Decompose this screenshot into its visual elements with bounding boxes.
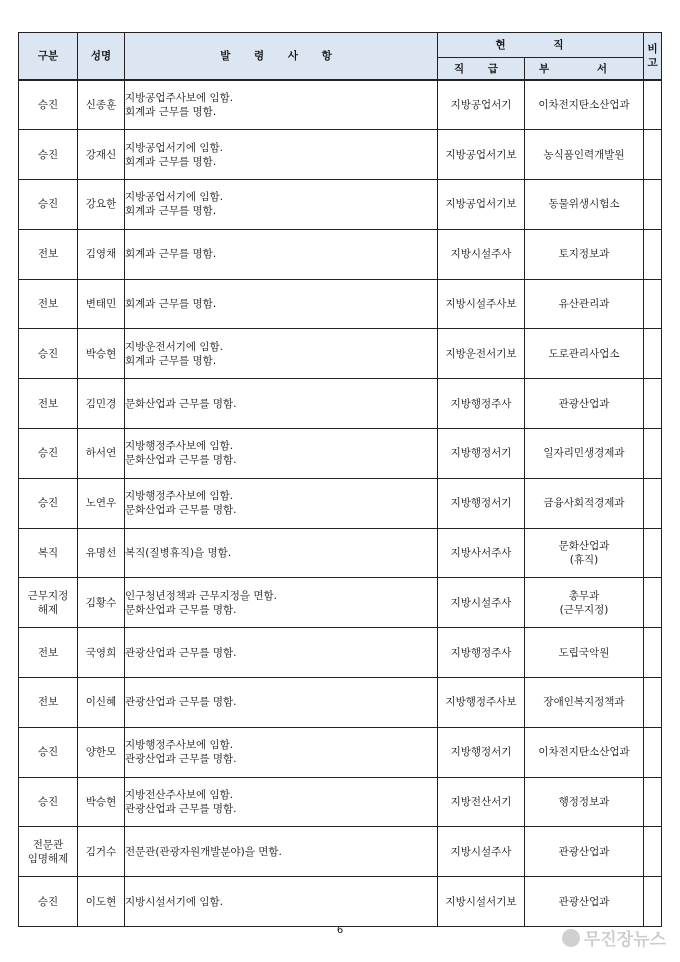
cell-order-line: 회계과 근무를 명함.: [125, 106, 217, 119]
cell-order-line: 회계과 근무를 명함.: [125, 354, 217, 367]
watermark-logo-icon: [562, 929, 580, 947]
cell-order-line: 지방전산주사보에 임함.: [125, 789, 234, 802]
cell-category-line: 해제: [37, 603, 59, 616]
table-row: [19, 329, 662, 379]
cell-order: [125, 379, 438, 429]
table-row: [19, 528, 662, 578]
cell-rank: 지방행정주사: [438, 379, 525, 429]
cell-remark: [644, 329, 662, 379]
cell-dept-line: 도립국악원: [558, 646, 610, 659]
cell-dept: [525, 130, 644, 180]
cell-dept: [525, 80, 644, 130]
cell-remark: [644, 528, 662, 578]
table-row: [19, 727, 662, 777]
table-row: [19, 379, 662, 429]
cell-dept: [525, 180, 644, 230]
cell-order: [125, 528, 438, 578]
cell-category: 승진: [19, 777, 78, 827]
cell-rank: 지방시설주사보: [438, 279, 525, 329]
cell-category: 복직: [19, 528, 78, 578]
cell-category: 전보: [19, 279, 78, 329]
cell-remark: [644, 130, 662, 180]
cell-rank: 지방행정주사: [438, 628, 525, 678]
cell-remark: [644, 478, 662, 528]
cell-dept: [525, 478, 644, 528]
cell-name: 박승현: [78, 777, 125, 827]
cell-remark: [644, 578, 662, 628]
watermark: [562, 925, 666, 950]
table-row: [19, 429, 662, 479]
table-body: [19, 80, 662, 927]
cell-dept-line: 행정정보과: [558, 796, 610, 809]
table-row: [19, 80, 662, 130]
cell-dept-line: (근무지정): [559, 603, 609, 616]
cell-rank: 지방공업서기보: [438, 130, 525, 180]
cell-dept-line: 도로관리사업소: [548, 347, 620, 360]
cell-name: 김거수: [78, 827, 125, 877]
cell-order-line: 지방행정주사보에 임함.: [125, 739, 234, 752]
cell-order: [125, 877, 438, 927]
cell-rank: 지방운전서기보: [438, 329, 525, 379]
cell-category: 승진: [19, 877, 78, 927]
cell-remark: [644, 429, 662, 479]
table-row: [19, 279, 662, 329]
cell-category: 승진: [19, 80, 78, 130]
cell-order-line: 지방공업서기에 임함.: [125, 191, 223, 204]
cell-dept: [525, 827, 644, 877]
cell-dept-line: 관광산업과: [558, 895, 610, 908]
cell-name: 신종훈: [78, 80, 125, 130]
cell-dept: [525, 329, 644, 379]
cell-order-line: 인구청년정책과 근무지정을 면함.: [125, 589, 278, 602]
table-row: [19, 827, 662, 877]
cell-order: [125, 279, 438, 329]
cell-order-line: 지방공업주사보에 임함.: [125, 92, 234, 105]
cell-rank: 지방시설주사: [438, 827, 525, 877]
cell-order-line: 지방운전서기에 임함.: [125, 340, 223, 353]
cell-order: [125, 578, 438, 628]
cell-category-line: 임명해제: [27, 852, 69, 865]
cell-order: [125, 478, 438, 528]
cell-dept: [525, 229, 644, 279]
cell-order-line: 회계과 근무를 명함.: [125, 155, 217, 168]
cell-category: [19, 578, 78, 628]
cell-order-line: 지방시설서기에 임함.: [125, 895, 223, 908]
cell-dept-line: 토지정보과: [558, 248, 610, 261]
cell-dept-line: 문화산업과: [558, 540, 610, 553]
header-current: 현 직: [438, 33, 644, 58]
cell-rank: 지방시설주사: [438, 578, 525, 628]
cell-name: 박승현: [78, 329, 125, 379]
cell-order-line: 복직(질병휴직)을 명함.: [125, 547, 232, 560]
cell-dept-line: 유산관리과: [558, 298, 610, 311]
table-row: [19, 229, 662, 279]
cell-order-line: 회계과 근무를 명함.: [125, 248, 217, 261]
table-row: [19, 628, 662, 678]
cell-remark: [644, 777, 662, 827]
cell-name: 김민경: [78, 379, 125, 429]
cell-category: 전보: [19, 379, 78, 429]
cell-order: [125, 329, 438, 379]
table-row: [19, 678, 662, 728]
cell-order-line: 관광산업과 근무를 명함.: [125, 696, 237, 709]
cell-dept: [525, 727, 644, 777]
cell-remark: [644, 727, 662, 777]
cell-dept-line: 금융사회적경제과: [543, 497, 625, 510]
cell-order-line: 문화산업과 근무를 명함.: [125, 504, 237, 517]
cell-dept: [525, 678, 644, 728]
cell-remark: [644, 678, 662, 728]
cell-dept-line: 이차전지탄소산업과: [538, 99, 630, 112]
header-name: 성명: [78, 33, 125, 81]
cell-rank: 지방공업서기보: [438, 180, 525, 230]
cell-name: 유명선: [78, 528, 125, 578]
cell-category: 승진: [19, 180, 78, 230]
cell-remark: [644, 180, 662, 230]
cell-order: [125, 827, 438, 877]
cell-order-line: 회계과 근무를 명함.: [125, 298, 217, 311]
header-dept: 부 서: [525, 58, 644, 81]
cell-remark: [644, 229, 662, 279]
cell-order: [125, 727, 438, 777]
cell-order: [125, 130, 438, 180]
cell-name: 양한모: [78, 727, 125, 777]
cell-dept: [525, 628, 644, 678]
cell-remark: [644, 279, 662, 329]
cell-category: 승진: [19, 130, 78, 180]
table-row: [19, 877, 662, 927]
cell-name: 변태민: [78, 279, 125, 329]
cell-order-line: 지방행정주사보에 임함.: [125, 440, 234, 453]
cell-order: [125, 429, 438, 479]
cell-name: 하서연: [78, 429, 125, 479]
cell-dept-line: 일자리민생경제과: [543, 447, 625, 460]
cell-rank: 지방공업서기: [438, 80, 525, 130]
cell-rank: 지방행정서기: [438, 478, 525, 528]
cell-rank: 지방시설서기보: [438, 877, 525, 927]
cell-rank: 지방사서주사: [438, 528, 525, 578]
cell-order-line: 관광산업과 근무를 명함.: [125, 646, 237, 659]
cell-name: 강재신: [78, 130, 125, 180]
cell-dept: [525, 877, 644, 927]
cell-dept: [525, 777, 644, 827]
cell-remark: [644, 80, 662, 130]
cell-order-line: 문화산업과 근무를 명함.: [125, 397, 237, 410]
cell-order: [125, 80, 438, 130]
cell-dept-line: 관광산업과: [558, 845, 610, 858]
cell-name: 김영채: [78, 229, 125, 279]
cell-category: 전보: [19, 628, 78, 678]
cell-dept-line: 이차전지탄소산업과: [538, 746, 630, 759]
cell-rank: 지방시설주사: [438, 229, 525, 279]
cell-category: 승진: [19, 329, 78, 379]
cell-order-line: 지방공업서기에 임함.: [125, 141, 223, 154]
table-row: [19, 130, 662, 180]
cell-order-line: 전문관(관광자원개발분야)을 면함.: [125, 845, 282, 858]
cell-name: 국영희: [78, 628, 125, 678]
cell-name: 김황수: [78, 578, 125, 628]
cell-category: 승진: [19, 727, 78, 777]
cell-order-line: 문화산업과 근무를 명함.: [125, 454, 237, 467]
header-category: 구분: [19, 33, 78, 81]
cell-category-line: 전문관: [32, 838, 64, 851]
cell-rank: 지방전산서기: [438, 777, 525, 827]
cell-dept: [525, 279, 644, 329]
cell-rank: 지방행정서기: [438, 727, 525, 777]
cell-remark: [644, 877, 662, 927]
cell-category: 승진: [19, 478, 78, 528]
cell-rank: 지방행정서기: [438, 429, 525, 479]
cell-name: 이신혜: [78, 678, 125, 728]
cell-name: 노연우: [78, 478, 125, 528]
cell-order: [125, 628, 438, 678]
cell-remark: [644, 628, 662, 678]
cell-remark: [644, 827, 662, 877]
cell-dept-line: 동물위생시험소: [548, 198, 620, 211]
cell-dept: [525, 578, 644, 628]
cell-category: 전보: [19, 678, 78, 728]
table-row: [19, 578, 662, 628]
cell-dept-line: 장애인복지정책과: [543, 696, 625, 709]
cell-category-line: 근무지정: [27, 589, 69, 602]
page-number: 6: [336, 925, 344, 936]
cell-order: [125, 678, 438, 728]
cell-dept: [525, 528, 644, 578]
cell-name: 이도현: [78, 877, 125, 927]
cell-category: 전보: [19, 229, 78, 279]
cell-dept: [525, 379, 644, 429]
cell-rank: 지방행정주사보: [438, 678, 525, 728]
header-order: 발 령 사 항: [125, 33, 438, 81]
cell-order-line: 문화산업과 근무를 명함.: [125, 603, 237, 616]
cell-dept-line: 총무과: [568, 589, 600, 602]
table-row: [19, 180, 662, 230]
cell-dept-line: 농식품인력개발원: [543, 148, 625, 161]
cell-category: 승진: [19, 429, 78, 479]
cell-order: [125, 777, 438, 827]
cell-dept: [525, 429, 644, 479]
cell-name: 강요한: [78, 180, 125, 230]
cell-dept-line: 관광산업과: [558, 397, 610, 410]
cell-dept-line: (휴직): [569, 554, 599, 567]
cell-order-line: 회계과 근무를 명함.: [125, 205, 217, 218]
header-rank: 직 급: [438, 58, 525, 81]
cell-order-line: 관광산업과 근무를 명함.: [125, 753, 237, 766]
cell-order-line: 관광산업과 근무를 명함.: [125, 803, 237, 816]
cell-order-line: 지방행정주사보에 임함.: [125, 490, 234, 503]
header-remark: 비고: [644, 33, 662, 81]
cell-order: [125, 229, 438, 279]
cell-remark: [644, 379, 662, 429]
cell-order: [125, 180, 438, 230]
watermark-text: 무진장뉴스: [583, 930, 666, 950]
table-row: [19, 478, 662, 528]
table-row: [19, 777, 662, 827]
cell-category: [19, 827, 78, 877]
table-header: [19, 33, 662, 81]
personnel-table: [18, 32, 662, 927]
